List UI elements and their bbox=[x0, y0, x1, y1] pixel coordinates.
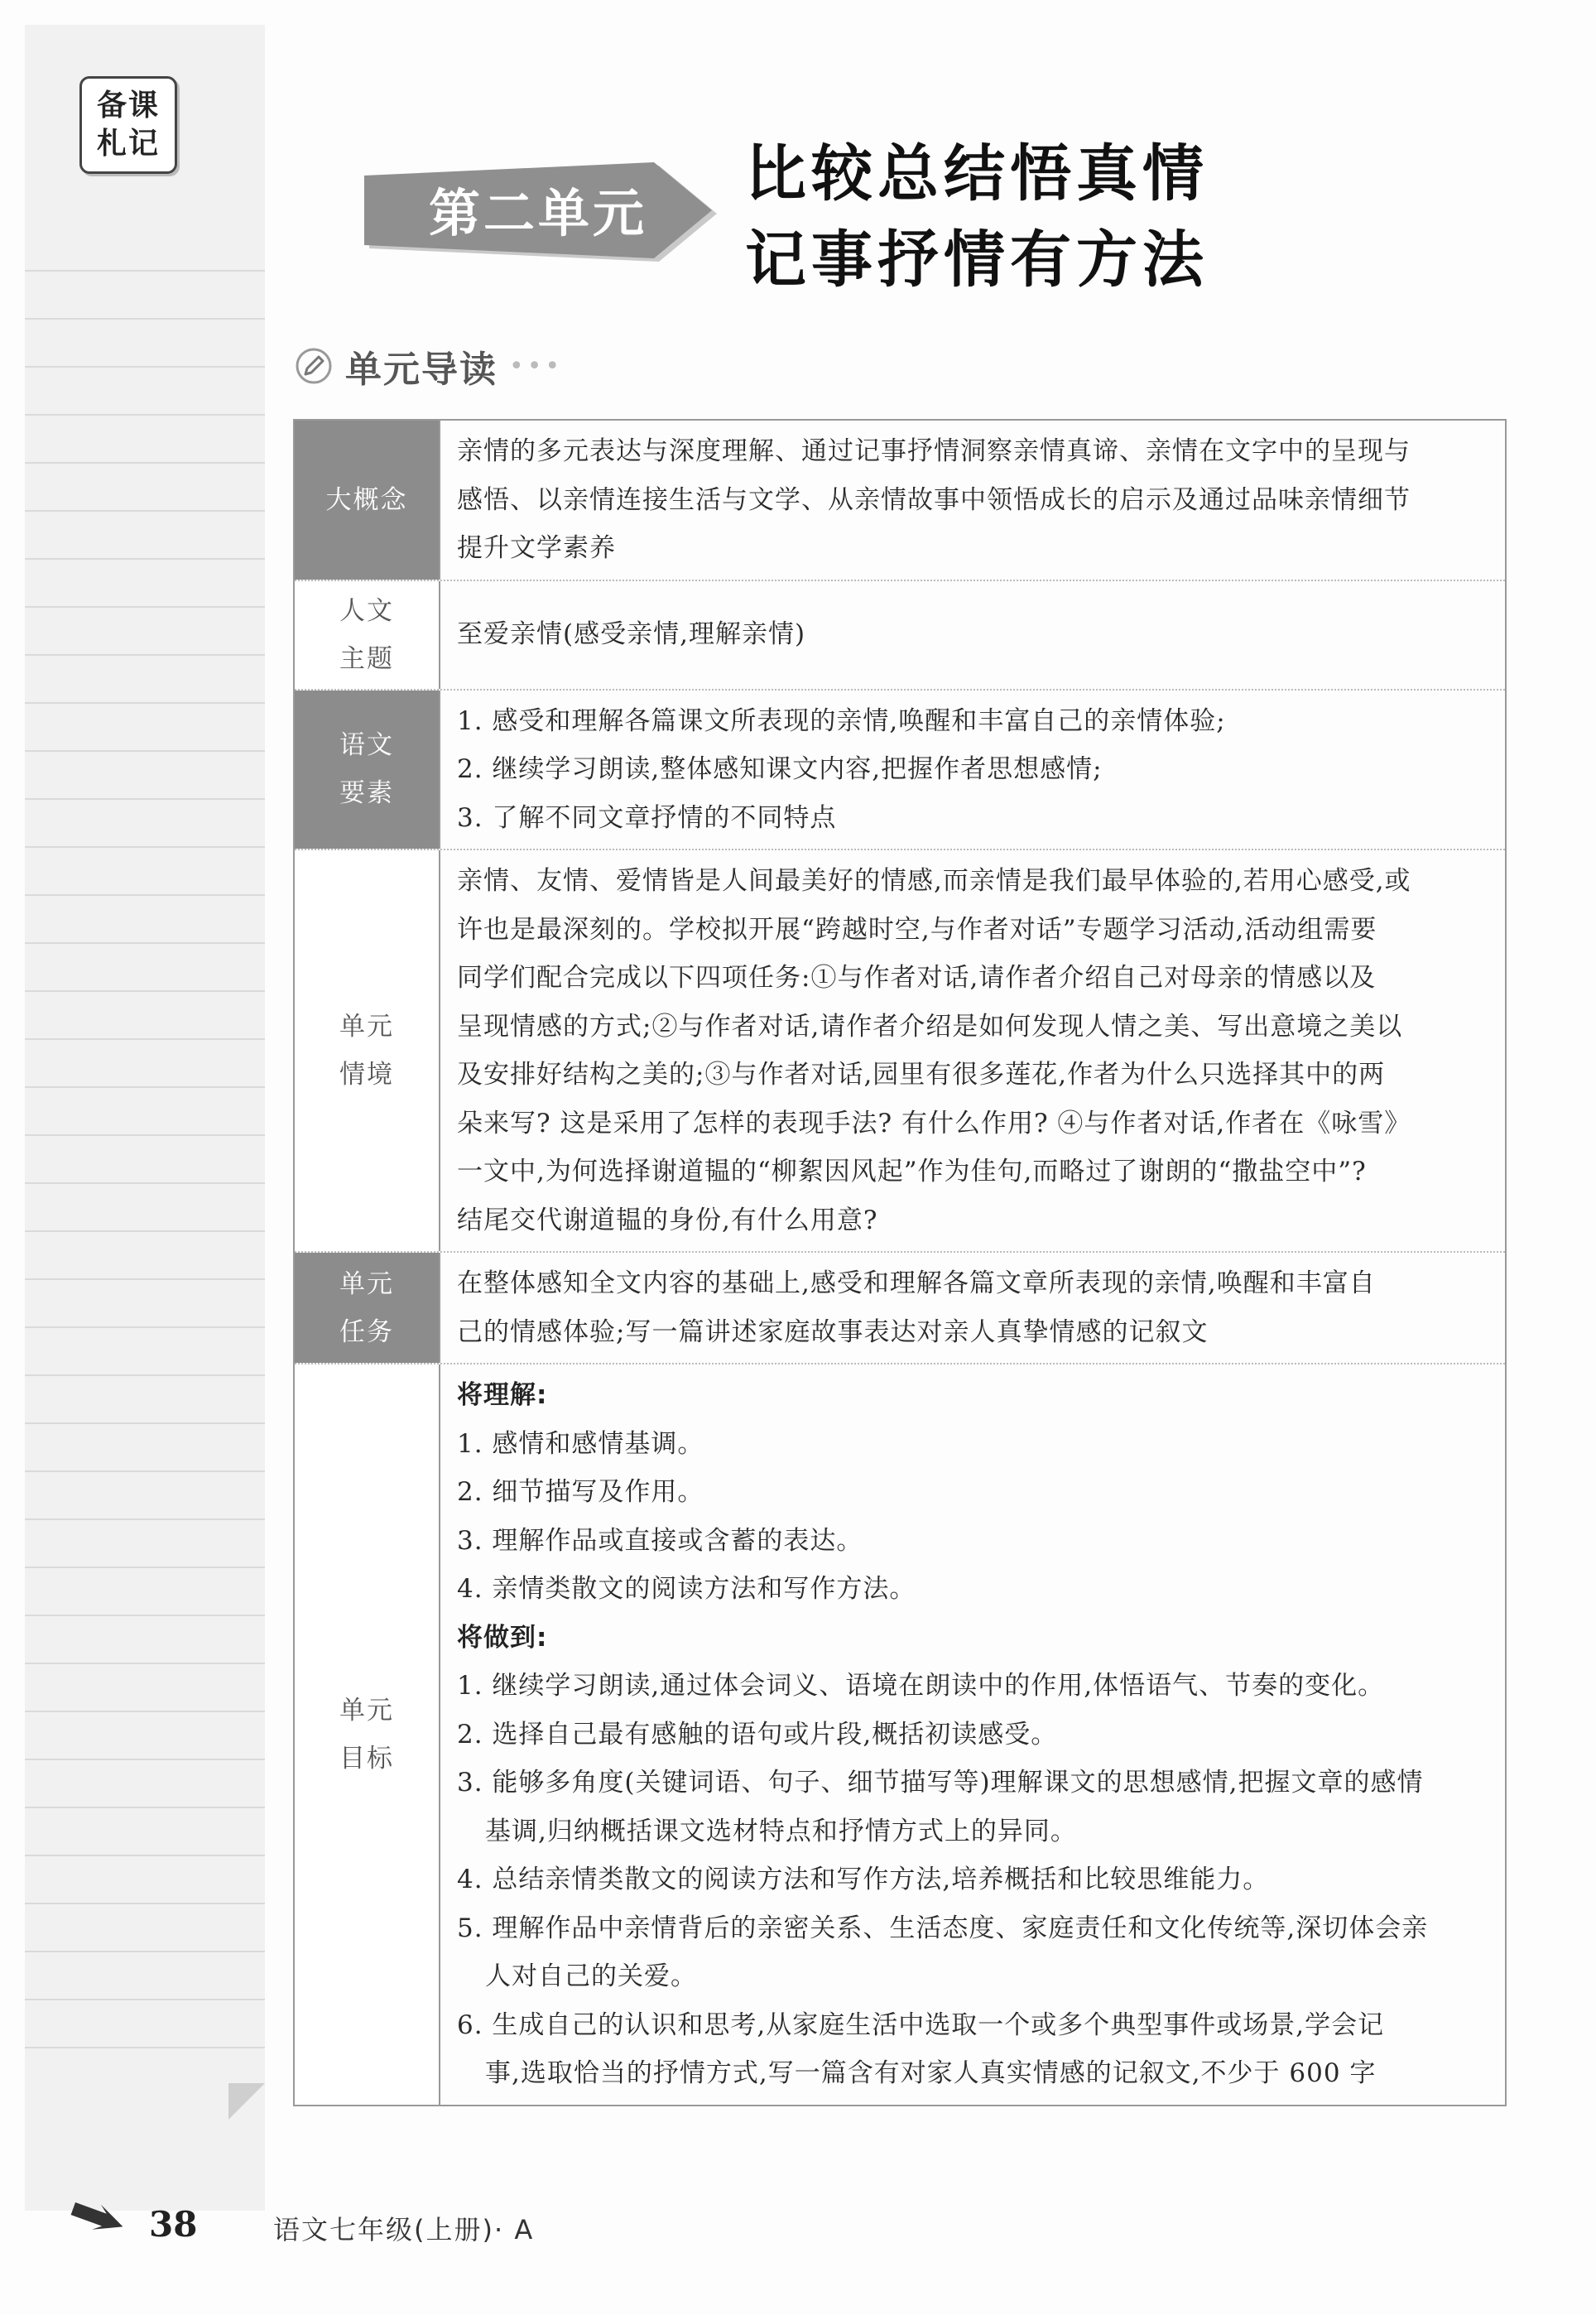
table-row-situation bbox=[295, 850, 1505, 1253]
text-line: 至爱亲情(感受亲情,理解亲情) bbox=[457, 619, 806, 650]
text-line: 许也是最深刻的。学校拟开展“跨越时空,与作者对话”专题学习活动,活动组需要 bbox=[457, 914, 1377, 945]
theme-content bbox=[440, 581, 1505, 689]
text-line: 结尾交代谢道韫的身份,有什么用意? bbox=[457, 1205, 878, 1235]
list-item: 3. 理解作品或直接或含蓄的表达。 bbox=[457, 1525, 863, 1556]
list-item: 2. 选择自己最有感触的语句或片段,概括初读感受。 bbox=[457, 1719, 1058, 1749]
list-item: 4. 总结亲情类散文的阅读方法和写作方法,培养概括和比较思维能力。 bbox=[457, 1865, 1270, 1894]
table-row-elements bbox=[295, 691, 1505, 851]
text-line: 己的情感体验;写一篇讲述家庭故事表达对亲人真挚情感的记叙文 bbox=[457, 1316, 1209, 1347]
task-content bbox=[440, 1253, 1505, 1363]
notes-badge-line2: 札记 bbox=[96, 127, 160, 161]
goals-content bbox=[440, 1364, 1505, 2105]
text-line: 亲情的多元表达与深度理解、通过记事抒情洞察亲情真谛、亲情在文字中的呈现与 bbox=[457, 436, 1411, 466]
list-item-continuation: 事,选取恰当的抒情方式,写一篇含有对家人真实情感的记叙文,不少于 600 字 bbox=[485, 2058, 1377, 2088]
notes-ruled-lines bbox=[25, 224, 265, 2070]
list-item: 5. 理解作品中亲情背后的亲密关系、生活态度、家庭责任和文化传统等,深切体会亲 bbox=[457, 1913, 1429, 1943]
table-row-theme bbox=[295, 581, 1505, 691]
theme-label: 人文 主题 bbox=[295, 581, 440, 689]
list-item: 3. 能够多角度(关键词语、句子、细节描写等)理解课文的思想感情,把握文章的感情 bbox=[457, 1768, 1424, 1798]
big-concept-content bbox=[440, 421, 1505, 580]
goals-label: 单元 目标 bbox=[295, 1364, 440, 2105]
table-row-big-concept bbox=[295, 421, 1505, 581]
elements-label: 语文 要素 bbox=[295, 691, 440, 849]
table-row-goals bbox=[295, 1364, 1505, 2105]
text-line: 提升文学素养 bbox=[457, 533, 616, 563]
ellipsis-dots-icon: ••• bbox=[509, 351, 564, 381]
unit-title-line2: 记事抒情有方法 bbox=[745, 224, 1209, 296]
page-fold-corner bbox=[228, 2083, 265, 2120]
text-line: 朵来写? 这是采用了怎样的表现手法? 有什么作用? ④与作者对话,作者在《咏雪》 bbox=[457, 1108, 1411, 1138]
text-line: 一文中,为何选择谢道韫的“柳絮因风起”作为佳句,而略过了谢朗的“撒盐空中”? bbox=[457, 1157, 1367, 1186]
text-line: 呈现情感的方式;②与作者对话,请作者介绍是如何发现人情之美、写出意境之美以 bbox=[457, 1011, 1403, 1042]
notes-badge-line1: 备课 bbox=[96, 89, 160, 123]
page-number: 38 bbox=[149, 2204, 198, 2245]
unit-label: 第二单元 bbox=[428, 183, 647, 243]
task-label: 单元 任务 bbox=[295, 1253, 440, 1363]
notes-badge bbox=[79, 76, 177, 174]
list-item: 6. 生成自己的认识和思考,从家庭生活中选取一个或多个典型事件或场景,学会记 bbox=[457, 2009, 1385, 2040]
unit-title-line1: 比较总结悟真情 bbox=[745, 138, 1209, 209]
text-line: 3. 了解不同文章抒情的不同特点 bbox=[457, 802, 837, 833]
unit-tag bbox=[364, 162, 720, 265]
list-item-continuation: 基调,归纳概括课文选材特点和抒情方式上的异同。 bbox=[485, 1816, 1077, 1846]
text-line: 同学们配合完成以下四项任务:①与作者对话,请作者介绍自己对母亲的情感以及 bbox=[457, 963, 1377, 993]
list-item: 1. 继续学习朗读,通过体会词义、语境在朗读中的作用,体悟语气、节奏的变化。 bbox=[457, 1671, 1385, 1701]
text-line: 及安排好结构之美的;③与作者对话,园里有很多莲花,作者为什么只选择其中的两 bbox=[457, 1060, 1386, 1090]
text-line: 感悟、以亲情连接生活与文学、从亲情故事中领悟成长的启示及通过品味亲情细节 bbox=[457, 484, 1411, 515]
table-row-task bbox=[295, 1253, 1505, 1364]
elements-content bbox=[440, 691, 1505, 849]
unit-title bbox=[745, 131, 1324, 303]
section-heading-text: 单元导读 bbox=[345, 349, 498, 391]
list-item-continuation: 人对自己的关爱。 bbox=[485, 1961, 697, 1991]
text-line: 亲情、友情、爱情皆是人间最美好的情感,而亲情是我们最早体验的,若用心感受,或 bbox=[457, 866, 1411, 896]
list-item: 4. 亲情类散文的阅读方法和写作方法。 bbox=[457, 1574, 916, 1604]
footer-arrow-icon bbox=[70, 2202, 123, 2244]
unit-overview-table bbox=[293, 419, 1507, 2106]
text-line: 在整体感知全文内容的基础上,感受和理解各篇文章所表现的亲情,唤醒和丰富自 bbox=[457, 1268, 1376, 1298]
list-item: 2. 细节描写及作用。 bbox=[457, 1477, 704, 1507]
section-heading bbox=[294, 341, 563, 391]
situation-content bbox=[440, 850, 1505, 1251]
do-heading: 将做到: bbox=[457, 1622, 548, 1653]
list-item: 1. 感情和感情基调。 bbox=[457, 1428, 704, 1459]
text-line: 1. 感受和理解各篇课文所表现的亲情,唤醒和丰富自己的亲情体验; bbox=[457, 705, 1226, 736]
understand-heading: 将理解: bbox=[457, 1380, 548, 1410]
book-title: 语文七年级(上册)· A bbox=[273, 2214, 535, 2245]
pencil-icon bbox=[294, 346, 334, 386]
situation-label: 单元 情境 bbox=[295, 850, 440, 1251]
big-concept-label: 大概念 bbox=[295, 421, 440, 580]
text-line: 2. 继续学习朗读,整体感知课文内容,把握作者思想感情; bbox=[457, 754, 1103, 784]
